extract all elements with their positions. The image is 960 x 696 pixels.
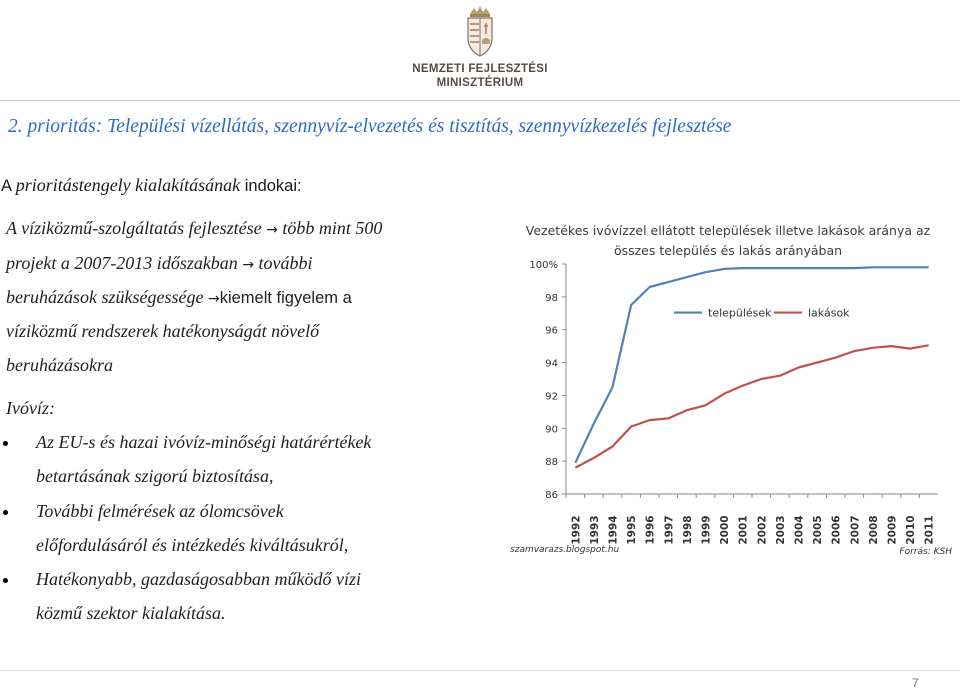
bullet-icon: [3, 441, 8, 446]
x-tick-label: 1993: [588, 515, 601, 545]
bullet-icon: [3, 578, 8, 583]
y-tick-label: 92: [545, 391, 558, 403]
x-tick-label: 2004: [793, 515, 806, 545]
reason-line-4: víziközmű rendszerek hatékonyságát növelő: [6, 321, 320, 341]
reason-line-1: [6, 218, 382, 239]
x-tick-label: 1997: [663, 515, 676, 545]
reason-line-3: [6, 287, 352, 308]
x-tick-label: 2002: [756, 515, 769, 545]
reason-text: több mint 500: [277, 218, 383, 238]
bullet-3-line-2: közmű szektor kialakítása.: [36, 603, 226, 623]
footer-divider: [0, 670, 960, 671]
y-tick-label: 90: [545, 424, 558, 436]
x-tick-label: 1998: [681, 515, 694, 545]
series-line-telepulesek: [575, 267, 928, 463]
x-tick-label: 2011: [923, 515, 936, 545]
x-tick-label: 2009: [886, 515, 899, 545]
bullet-icon: [3, 510, 8, 515]
x-tick-label: 1999: [700, 515, 713, 545]
bullet-1-line-2: betartásának szigorú biztosítása,: [36, 466, 274, 486]
legend-label: települések: [708, 306, 772, 320]
x-tick-label: 2001: [737, 515, 750, 545]
section-heading: [1, 175, 302, 196]
y-tick-label: 100%: [529, 260, 558, 271]
page-title: 2. prioritás: Települési vízellátás, szennyvíz-elvezetés és tisztítás, szennyvízkezelés fejlesztése: [8, 116, 732, 137]
x-tick-label: 2000: [719, 515, 732, 545]
x-tick-label: 1994: [607, 515, 620, 545]
x-tick-label: 1996: [644, 515, 657, 545]
y-tick-label: 88: [545, 457, 558, 469]
chart-title-line2: összes település és lakás arányában: [613, 243, 843, 258]
x-tick-label: 1995: [626, 515, 639, 545]
chart-title-line1: Vezetékes ivóvízzel ellátott települések illetve lakások aránya az: [525, 223, 931, 238]
series-line-lakasok: [575, 345, 928, 467]
x-tick-label: 2003: [774, 515, 787, 545]
x-tick-label: 2006: [830, 515, 843, 545]
header-divider: [0, 100, 960, 101]
logo-text-line2: MINISZTÉRIUM: [436, 77, 524, 89]
y-tick-label: 96: [545, 325, 558, 337]
logo-text-line1: NEMZETI FEJLESZTÉSI: [412, 63, 548, 75]
arrow-right-icon: →: [242, 257, 255, 273]
x-tick-label: 2007: [849, 515, 862, 545]
bullet-3-line-1: Hatékonyabb, gazdaságosabban működő vízi: [36, 569, 361, 589]
reason-line-2: [6, 253, 313, 274]
reason-text: A víziközmű-szolgáltatás fejlesztése: [6, 218, 267, 238]
page-number: 7: [912, 676, 919, 690]
section-heading-suffix: indokai:: [240, 177, 302, 195]
chart-panel: [508, 214, 954, 564]
bullet-2-line-2: előfordulásáról és intézkedés kiváltásukról,: [36, 535, 349, 555]
coat-of-arms-icon: [400, 4, 560, 62]
y-tick-label: 98: [545, 292, 558, 304]
x-tick-label: 1992: [570, 515, 583, 545]
reason-text: projekt a 2007-2013 időszakban: [6, 253, 243, 273]
ivoviz-heading: Ivóvíz:: [6, 398, 55, 418]
x-tick-label: 2010: [905, 515, 918, 545]
y-tick-label: 94: [545, 358, 558, 370]
arrow-right-icon: →: [207, 291, 220, 307]
x-tick-label: 2005: [812, 515, 825, 545]
x-tick-label: 2008: [867, 515, 880, 545]
section-heading-prefix: A: [1, 177, 16, 195]
arrow-right-icon: →: [266, 222, 278, 238]
y-tick-label: 86: [545, 490, 558, 501]
chart-source-left: szamvarazs.blogspot.hu: [510, 545, 620, 555]
line-chart: [508, 214, 954, 564]
reason-text: további: [254, 253, 313, 273]
reason-text: kiemelt figyelem a: [219, 289, 352, 307]
reason-text: beruházások szükségessége: [6, 287, 208, 307]
section-heading-italic: prioritástengely kialakításának: [15, 175, 241, 195]
legend-label: lakások: [808, 306, 850, 320]
ministry-logo: [400, 4, 560, 96]
chart-source-right: Forrás: KSH: [899, 547, 952, 557]
bullet-2-line-1: További felmérések az ólomcsövek: [36, 501, 284, 521]
reason-line-5: beruházásokra: [6, 355, 113, 375]
bullet-1-line-1: Az EU-s és hazai ivóvíz-minőségi határértékek: [36, 432, 372, 452]
